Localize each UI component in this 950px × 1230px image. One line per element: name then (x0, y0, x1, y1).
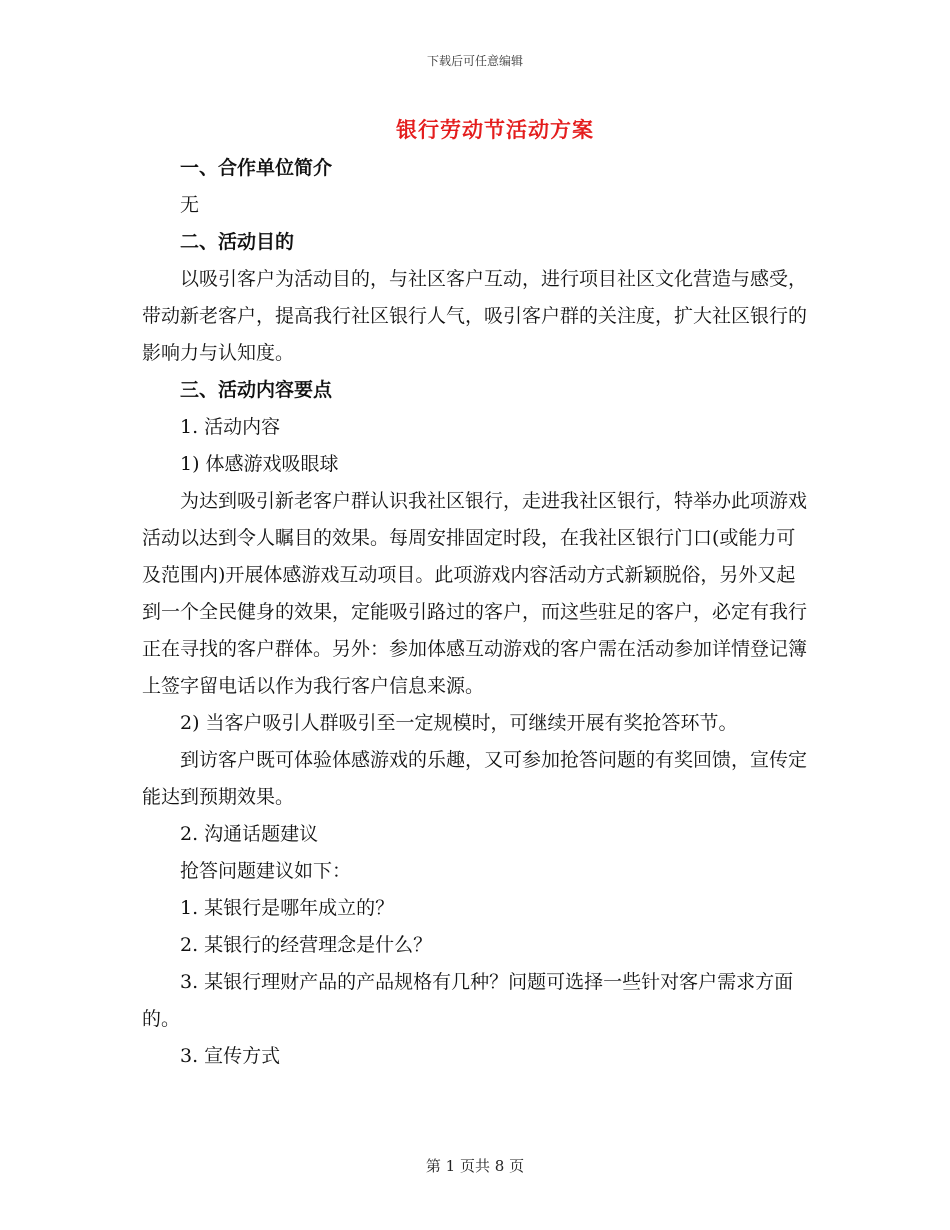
paragraph: 以吸引客户为活动目的，与社区客户互动，进行项目社区文化营造与感受，带动新老客户，提高我行社区银行人气，吸引客户群的关注度，扩大社区银行的影响力与认知度。 (142, 268, 808, 364)
document-title: 银行劳动节活动方案 (396, 117, 594, 142)
paragraph: 2. 沟通话题建议 (180, 823, 319, 845)
paragraph: 为达到吸引新老客户群认识我社区银行，走进我社区银行，特举办此项游戏活动以达到令人瞩目的效果。每周安排固定时段，在我社区银行门口(或能力可及范围内)开展体感游戏互动项目。此项游戏内容活动方式新颖脱俗，另外又起到一个全民健身的效果，定能吸引路过的客户，而这些驻足的客户，必定有我行正在寻找的客户群体。另外：参加体感互动游戏的客户需在活动参加详情登记簿上签字留电话以作为我行客户信息来源。 (142, 490, 808, 697)
paragraph: 1. 某银行是哪年成立的？ (180, 897, 395, 919)
page-number-footer: 第 1 页共 8 页 (425, 1157, 525, 1175)
paragraph: 2) 当客户吸引人群吸引至一定规模时，可继续开展有奖抢答环节。 (180, 712, 738, 734)
paragraph: 3. 宣传方式 (180, 1045, 281, 1067)
paragraph: 抢答问题建议如下： (180, 860, 352, 882)
section-heading: 二、活动目的 (180, 231, 295, 253)
section-heading: 一、合作单位简介 (180, 157, 333, 179)
paragraph: 2. 某银行的经营理念是什么？ (180, 934, 433, 956)
paragraph: 到访客户既可体验体感游戏的乐趣，又可参加抢答问题的有奖回馈，宣传定能达到预期效果。 (142, 749, 808, 808)
paragraph: 无 (180, 194, 200, 216)
header-note: 下载后可任意编辑 (426, 54, 523, 68)
paragraph: 3. 某银行理财产品的产品规格有几种？问题可选择一些针对客户需求方面的。 (142, 971, 794, 1030)
document-body (142, 150, 810, 1075)
paragraph: 1. 活动内容 (180, 416, 281, 438)
section-heading: 三、活动内容要点 (180, 379, 333, 401)
paragraph: 1) 体感游戏吸眼球 (180, 453, 339, 475)
